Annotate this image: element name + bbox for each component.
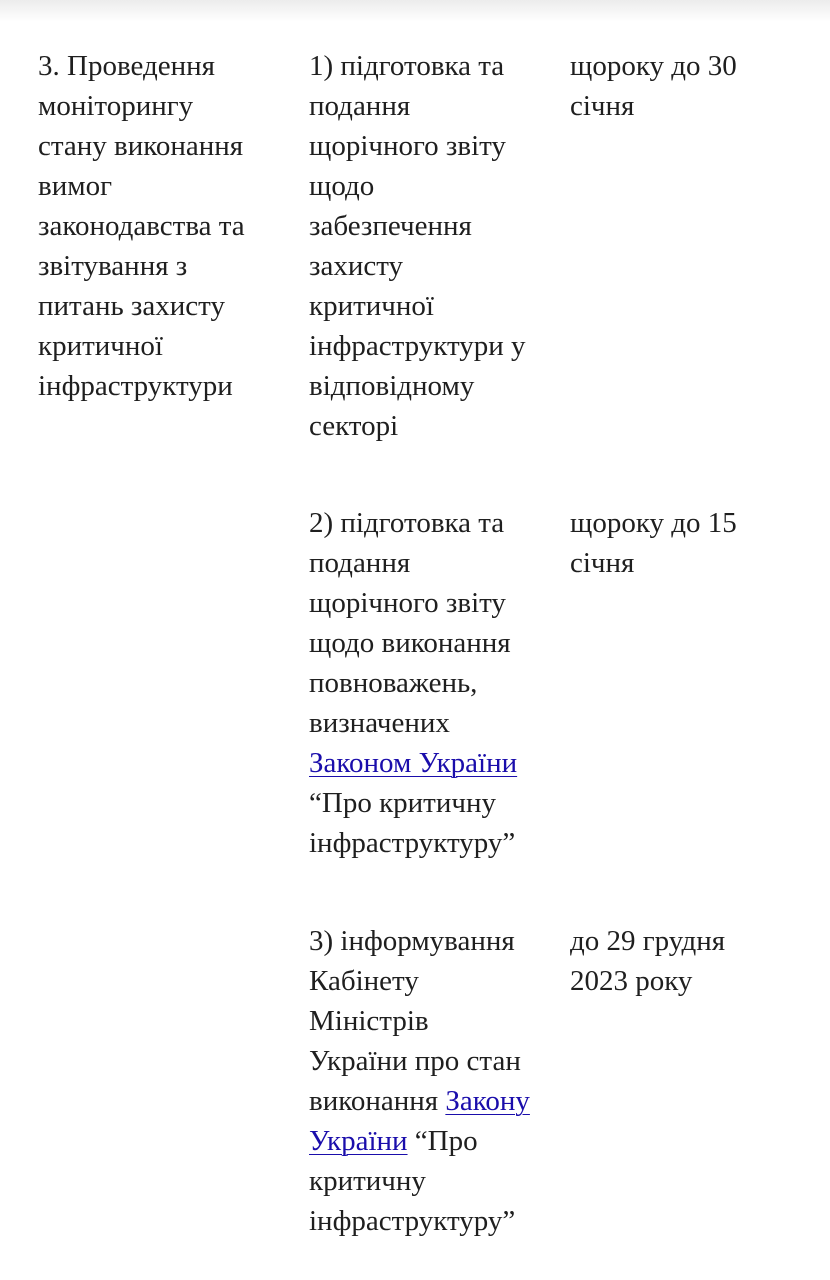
task-cell-1 [309, 46, 564, 446]
measure-line: інфраструктури [38, 370, 233, 402]
task-line: секторі [309, 410, 399, 442]
task-line: Міністрів [309, 1005, 429, 1037]
task-line: щодо виконання [309, 627, 511, 659]
measure-line: звітування з [38, 250, 188, 282]
task-line [309, 743, 564, 783]
task-line: 1) підготовка та [309, 50, 505, 82]
task-line: подання [309, 90, 411, 122]
task-line: щорічного звіту [309, 587, 506, 619]
measure-cell [38, 46, 293, 406]
task-line: подання [309, 547, 411, 579]
task-line: “Про критичну [309, 787, 496, 819]
task-line: інфраструктуру” [309, 827, 516, 859]
task-line: критичну [309, 1165, 426, 1197]
measure-line: 3. Проведення [38, 50, 215, 82]
task-text: “Про [407, 1125, 478, 1157]
measure-line: вимог [38, 170, 112, 202]
deadline-line: січня [570, 90, 635, 122]
task-cell-3 [309, 921, 564, 1241]
law-link[interactable]: Законом України [309, 747, 518, 779]
deadline-line: січня [570, 547, 635, 579]
task-line [309, 1081, 564, 1121]
law-link-part1[interactable]: Закону [445, 1085, 530, 1117]
task-line: України про стан [309, 1045, 521, 1077]
task-line: повноважень, [309, 667, 478, 699]
measure-line: стану виконання [38, 130, 244, 162]
task-line: 3) інформування [309, 925, 515, 957]
task-line: Кабінету [309, 965, 419, 997]
task-line: щорічного звіту [309, 130, 506, 162]
deadline-cell-3 [570, 921, 820, 1001]
deadline-cell-2 [570, 503, 820, 583]
deadline-cell-1 [570, 46, 820, 126]
deadline-line: щороку до 30 [570, 50, 737, 82]
measure-line: питань захисту [38, 290, 225, 322]
law-link-part2[interactable]: України [309, 1125, 408, 1157]
task-text: виконання [309, 1085, 446, 1117]
task-line: щодо [309, 170, 375, 202]
measure-line: законодавства та [38, 210, 245, 242]
task-line: забезпечення [309, 210, 472, 242]
task-line: інфраструктуру” [309, 1205, 516, 1237]
deadline-line: до 29 грудня [570, 925, 726, 957]
top-edge-shadow [0, 0, 830, 22]
task-line: захисту [309, 250, 404, 282]
task-line: відповідному [309, 370, 475, 402]
task-line: інфраструктури у [309, 330, 526, 362]
measure-line: моніторингу [38, 90, 194, 122]
measure-line: критичної [38, 330, 163, 362]
deadline-line: щороку до 15 [570, 507, 737, 539]
task-line: 2) підготовка та [309, 507, 505, 539]
task-line [309, 1121, 564, 1161]
task-line: критичної [309, 290, 434, 322]
task-line: визначених [309, 707, 450, 739]
deadline-line: 2023 року [570, 965, 693, 997]
task-cell-2 [309, 503, 564, 863]
